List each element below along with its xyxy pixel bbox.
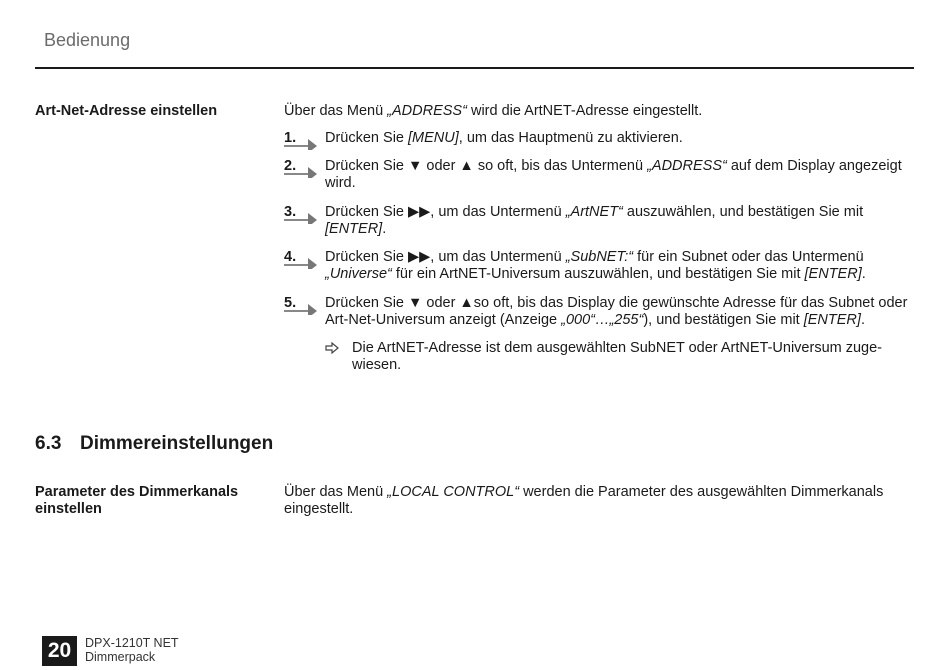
step-text-part: Drücken Sie ▶▶, um das Untermenü [325, 204, 566, 220]
step-text-part: Drücken Sie [325, 130, 409, 146]
artnet-intro [284, 103, 914, 120]
step-key: [MENU] [408, 130, 459, 146]
footer-product: Dimmerpack [85, 650, 156, 664]
step-text-part: ), und bestätigen Sie mit [643, 312, 804, 328]
step-arrow-icon [284, 299, 318, 315]
step-number: 3. [284, 204, 297, 220]
step-text-part: Drücken Sie ▼ oder ▲so oft, bis das Display die gewünschte Adresse für das Subnet oder Art-Net-Universum anzeigt (Anzeige [325, 295, 908, 328]
intro-menu: „LOCAL CONTROL“ [387, 484, 520, 500]
step-number: 2. [284, 158, 297, 174]
step-text-part: auszuwählen, und bestätigen Sie mit [622, 204, 864, 220]
step-menu: „Universe“ [325, 266, 392, 282]
intro-text: werden die Parameter des ausgewählten Dimmerkanals eingestellt. [284, 484, 884, 517]
intro-menu: „ADDRESS“ [387, 103, 467, 119]
section-title: Dimmereinstellungen [80, 433, 274, 454]
running-header: Bedienung [44, 30, 131, 50]
step-arrow-icon [284, 253, 318, 269]
step-number: 5. [284, 295, 297, 311]
section-number: 6.3 [35, 433, 62, 454]
step-text [325, 249, 915, 283]
side-label-dimmer: Parameter des Dimmerkanals einstellen [35, 484, 239, 517]
step-arrow-icon [284, 208, 318, 224]
step-number: 4. [284, 249, 297, 265]
dimmer-intro [284, 484, 914, 518]
step-menu: „ADDRESS“ [647, 158, 727, 174]
footer-model: DPX-1210T NET [85, 636, 179, 650]
step-text-part: . [382, 221, 387, 237]
step-range: „000“…„255“ [561, 312, 644, 328]
step-text-part: auf dem Display angezeigt wird. [325, 158, 902, 191]
step-arrow-icon [284, 162, 318, 178]
header-rule [35, 67, 914, 69]
step-text [325, 158, 915, 192]
step-text-part: für ein Subnet oder das Untermenü [633, 249, 864, 265]
step-menu: „ArtNET“ [565, 204, 623, 220]
step-text-part: . [861, 266, 866, 282]
section-heading [35, 433, 273, 455]
step-menu: „SubNET:“ [565, 249, 634, 265]
step-text-part: für ein ArtNET-Universum auszuwählen, und bestätigen Sie mit [391, 266, 805, 282]
side-label-artnet: Art-Net-Adresse einstellen [35, 103, 218, 119]
step-key: [ENTER] [804, 266, 862, 282]
step-text [325, 204, 915, 238]
intro-text: Über das Menü [284, 103, 388, 119]
step-text [325, 295, 915, 329]
result-text: Die ArtNET-Adresse ist dem ausgewählten SubNET oder ArtNET-Universum zuge-wiesen. [352, 340, 883, 373]
step-key: [ENTER] [325, 221, 383, 237]
step-text-part: , um das Hauptmenü zu aktivieren. [458, 130, 683, 146]
step-text-part: . [860, 312, 865, 328]
page-number: 20 [42, 636, 77, 666]
intro-text: Über das Menü [284, 484, 388, 500]
step-text-part: Drücken Sie ▶▶, um das Untermenü [325, 249, 566, 265]
intro-text: wird die ArtNET-Adresse eingestellt. [466, 103, 703, 119]
step-number: 1. [284, 130, 297, 146]
result-arrow-icon [325, 342, 339, 354]
step-text-part: Drücken Sie ▼ oder ▲ so oft, bis das Untermenü [325, 158, 648, 174]
step-text [325, 130, 915, 147]
step-arrow-icon [284, 134, 318, 150]
step-key: [ENTER] [803, 312, 861, 328]
